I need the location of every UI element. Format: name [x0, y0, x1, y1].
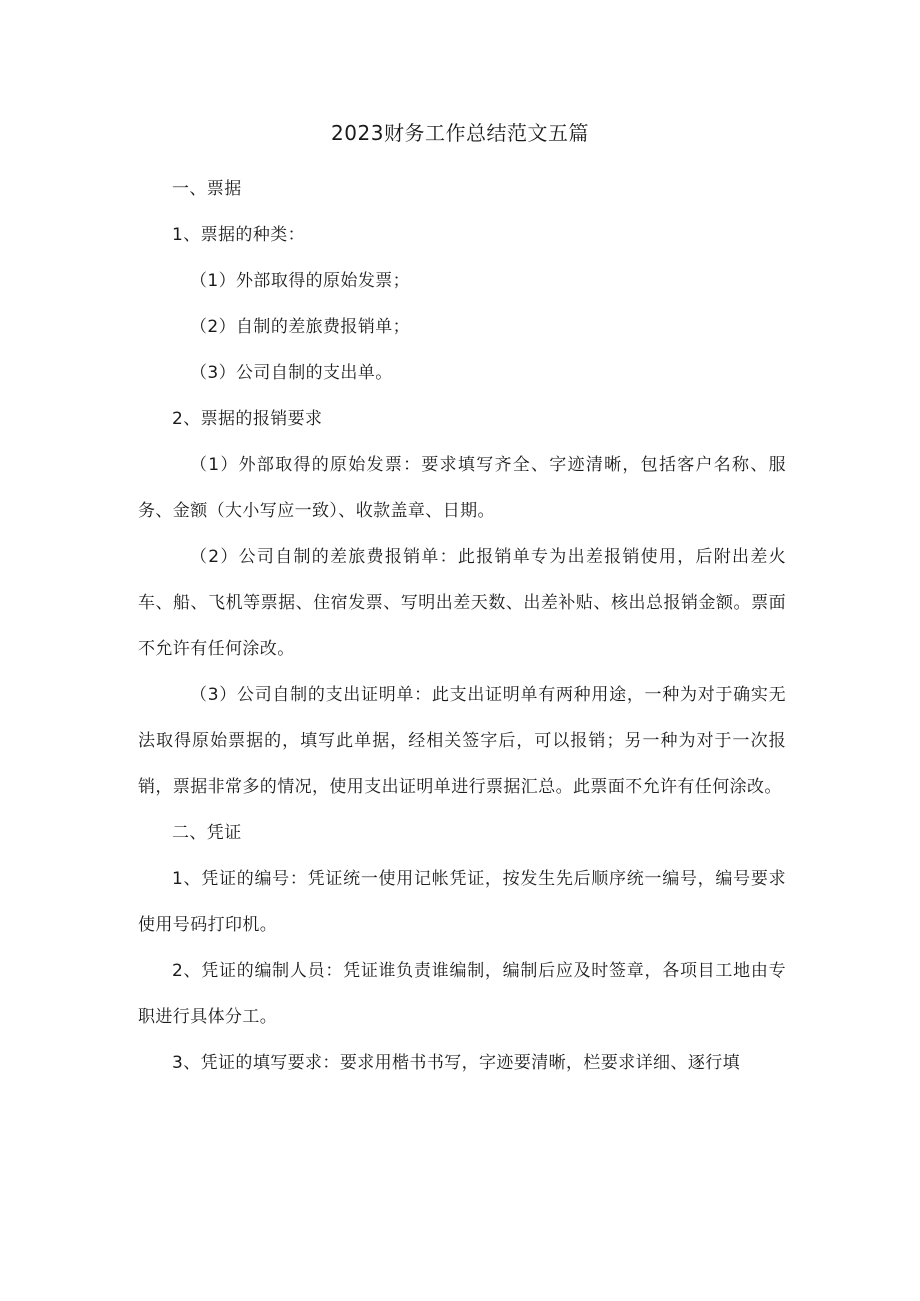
paragraph-travel-expense-requirements: （2）公司自制的差旅费报销单：此报销单专为出差报销使用，后附出差火车、船、飞机等票据、住宿发票、写明出差天数、出差补贴、核出总报销金额。票面不允许有任何涂改。: [138, 547, 786, 659]
section-heading-invoices: 一、票据: [172, 179, 242, 199]
paragraph-expense-proof-requirements: （3）公司自制的支出证明单：此支出证明单有两种用途，一种为对于确实无法取得原始票据的，填写此单据，经相关签字后，可以报销；另一种为对于一次报销，票据非常多的情况，使用支出证明单进行票据汇总。此票面不允许有任何涂改。: [138, 685, 786, 797]
paragraph-voucher-preparers: 2、凭证的编制人员：凭证谁负责谁编制，编制后应及时签章，各项目工地由专职进行具体分工。: [138, 961, 786, 1027]
section-heading-vouchers: 二、凭证: [172, 823, 242, 843]
list-item-external-invoice: （1）外部取得的原始发票；: [190, 271, 411, 291]
document-title: 2023财务工作总结范文五篇: [331, 121, 589, 145]
paragraph-voucher-numbering: 1、凭证的编号：凭证统一使用记帐凭证，按发生先后顺序统一编号，编号要求使用号码打印机。: [138, 869, 786, 935]
list-item-expense-slip: （3）公司自制的支出单。: [190, 363, 393, 383]
paragraph-voucher-filling-requirements: 3、凭证的填写要求：要求用楷书书写，字迹要清晰，栏要求详细、逐行填: [172, 1053, 741, 1073]
paragraph-reimbursement-requirements: 2、票据的报销要求: [172, 409, 323, 429]
paragraph-external-invoice-requirements: （1）外部取得的原始发票：要求填写齐全、字迹清晰，包括客户名称、服务、金额（大小写应一致）、收款盖章、日期。: [138, 455, 786, 521]
document-body: [138, 166, 786, 1086]
paragraph-invoice-types: 1、票据的种类：: [172, 225, 306, 245]
list-item-travel-expense-form: （2）自制的差旅费报销单；: [190, 317, 411, 337]
